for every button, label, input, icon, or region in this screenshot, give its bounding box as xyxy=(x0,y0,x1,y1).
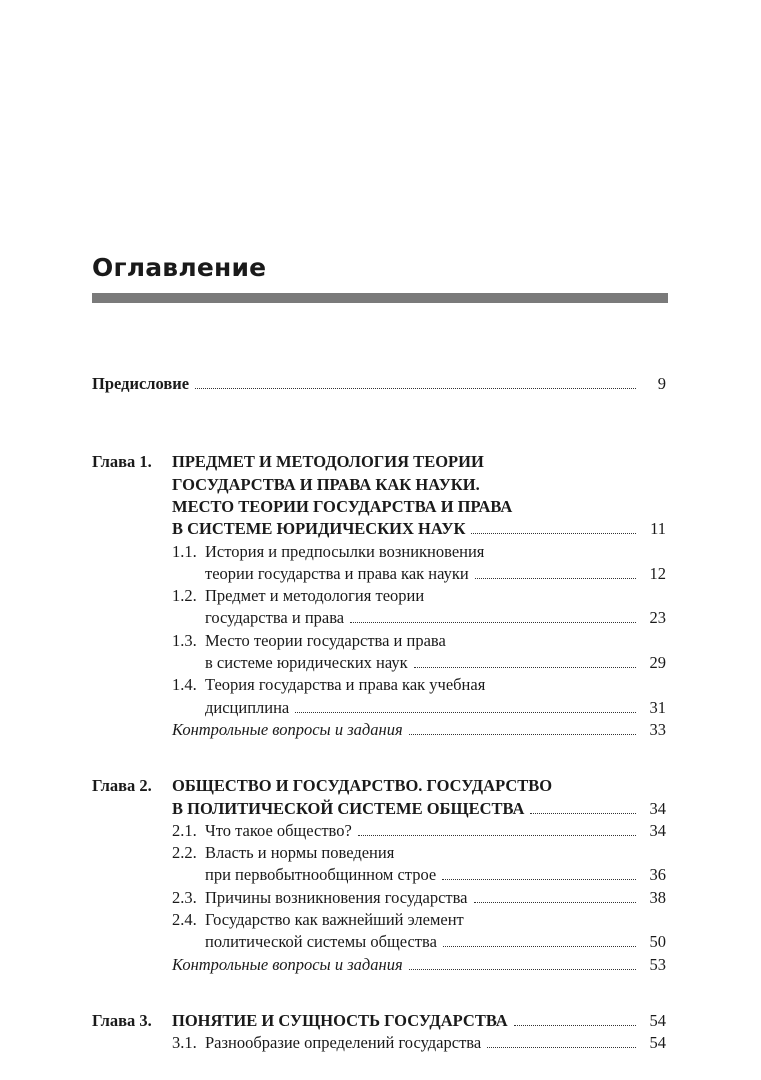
page-number: 12 xyxy=(649,563,666,583)
toc-line xyxy=(92,585,666,607)
toc-line xyxy=(92,719,666,741)
toc-line xyxy=(92,496,666,518)
entry-title: Причины возникновения государства xyxy=(205,887,468,907)
toc-line xyxy=(92,451,666,473)
toc-line xyxy=(92,842,666,864)
section-number: 2.4. xyxy=(172,910,197,929)
chapter-label: Глава 1. xyxy=(92,452,152,472)
toc-line xyxy=(92,541,666,563)
toc-line xyxy=(92,931,666,953)
section-number: 2.3. xyxy=(172,887,197,907)
toc-line xyxy=(92,652,666,674)
section-number: 1.2. xyxy=(172,586,197,606)
dot-leader xyxy=(409,969,636,970)
dot-leader xyxy=(195,388,636,389)
dot-leader xyxy=(487,1047,636,1048)
dot-leader xyxy=(474,902,637,903)
page-number: 9 xyxy=(657,374,666,393)
page-title: Оглавление xyxy=(92,253,267,282)
toc-line xyxy=(92,697,666,719)
section-number: 1.4. xyxy=(172,675,197,695)
toc-line xyxy=(92,474,666,496)
page-number: 36 xyxy=(649,865,666,885)
entry-title: Предисловие xyxy=(92,374,190,393)
section-number: 2.2. xyxy=(172,843,197,863)
page-number: 34 xyxy=(649,798,666,818)
entry-title: теории государства и права как науки xyxy=(205,563,469,583)
entry-title: Что такое общество? xyxy=(205,820,352,840)
dot-leader xyxy=(475,578,636,579)
entry-title: Предмет и методология теории xyxy=(205,586,425,606)
chapter-title: ГОСУДАРСТВА И ПРАВА КАК НАУКИ. xyxy=(172,474,480,494)
page-number: 33 xyxy=(649,719,666,739)
entry-title: государства и права xyxy=(205,608,345,628)
toc-line xyxy=(92,674,666,696)
chapter-title: В СИСТЕМЕ ЮРИДИЧЕСКИХ НАУК xyxy=(172,519,466,539)
page-number: 50 xyxy=(649,932,666,952)
chapter-title: ПРЕДМЕТ И МЕТОДОЛОГИЯ ТЕОРИИ xyxy=(172,452,484,472)
entry-title: дисциплина xyxy=(205,697,290,717)
entry-title: Теория государства и права как учебная xyxy=(205,675,486,695)
entry-title: в системе юридических наук xyxy=(205,653,408,672)
dot-leader xyxy=(414,667,636,668)
entry-title: История и предпосылки возникновения xyxy=(205,541,485,561)
chapter-title: В ПОЛИТИЧЕСКОЙ СИСТЕМЕ ОБЩЕСТВА xyxy=(172,798,525,818)
page-number: 38 xyxy=(649,887,666,907)
toc-line xyxy=(92,607,666,629)
entry-title: при первобытнообщинном строе xyxy=(205,865,437,885)
toc-line xyxy=(92,1032,666,1054)
section-number: 3.1. xyxy=(172,1033,197,1053)
page-number: 31 xyxy=(649,697,666,717)
dot-leader xyxy=(358,835,636,836)
chapter-label: Глава 2. xyxy=(92,776,152,796)
toc-line xyxy=(92,518,666,540)
dot-leader xyxy=(530,813,636,814)
section-number: 1.3. xyxy=(172,630,197,650)
toc-line xyxy=(92,909,666,931)
entry-title: политической системы общества xyxy=(205,932,437,952)
page-number: 11 xyxy=(650,519,666,539)
toc-line xyxy=(92,954,666,976)
entry-title: Государство как важнейший элемент xyxy=(205,910,464,929)
dot-leader xyxy=(350,622,636,623)
section-number: 1.1. xyxy=(172,541,197,561)
chapter-title: ОБЩЕСТВО И ГОСУДАРСТВО. ГОСУДАРСТВО xyxy=(172,776,553,796)
dot-leader xyxy=(471,533,636,534)
dot-leader xyxy=(514,1025,636,1026)
entry-title: Контрольные вопросы и задания xyxy=(172,954,403,974)
chapter-title: ПОНЯТИЕ И СУЩНОСТЬ ГОСУДАРСТВА xyxy=(172,1010,508,1030)
toc-line xyxy=(92,1010,666,1032)
entry-title: Контрольные вопросы и задания xyxy=(172,719,403,739)
toc-line xyxy=(92,864,666,886)
dot-leader xyxy=(442,879,636,880)
page-number: 34 xyxy=(649,820,666,840)
section-number: 2.1. xyxy=(172,820,197,840)
page-number: 23 xyxy=(649,608,666,628)
page-number: 53 xyxy=(649,954,666,974)
page-number: 29 xyxy=(649,653,666,672)
dot-leader xyxy=(409,734,636,735)
toc-line xyxy=(92,775,666,797)
chapter-title: МЕСТО ТЕОРИИ ГОСУДАРСТВА И ПРАВА xyxy=(172,496,513,516)
toc-line xyxy=(92,887,666,909)
entry-title: Место теории государства и права xyxy=(205,630,446,650)
dot-leader xyxy=(295,712,636,713)
toc-line xyxy=(92,630,666,652)
entry-title: Разнообразие определений государства xyxy=(205,1033,482,1053)
toc-line xyxy=(92,820,666,842)
dot-leader xyxy=(443,946,636,947)
page-number: 54 xyxy=(649,1033,666,1053)
toc-line xyxy=(92,563,666,585)
chapter-label: Глава 3. xyxy=(92,1010,152,1030)
toc-entry[interactable] xyxy=(92,373,666,395)
title-rule xyxy=(92,293,668,303)
toc-line xyxy=(92,798,666,820)
page-number: 54 xyxy=(649,1010,666,1030)
entry-title: Власть и нормы поведения xyxy=(205,843,395,863)
